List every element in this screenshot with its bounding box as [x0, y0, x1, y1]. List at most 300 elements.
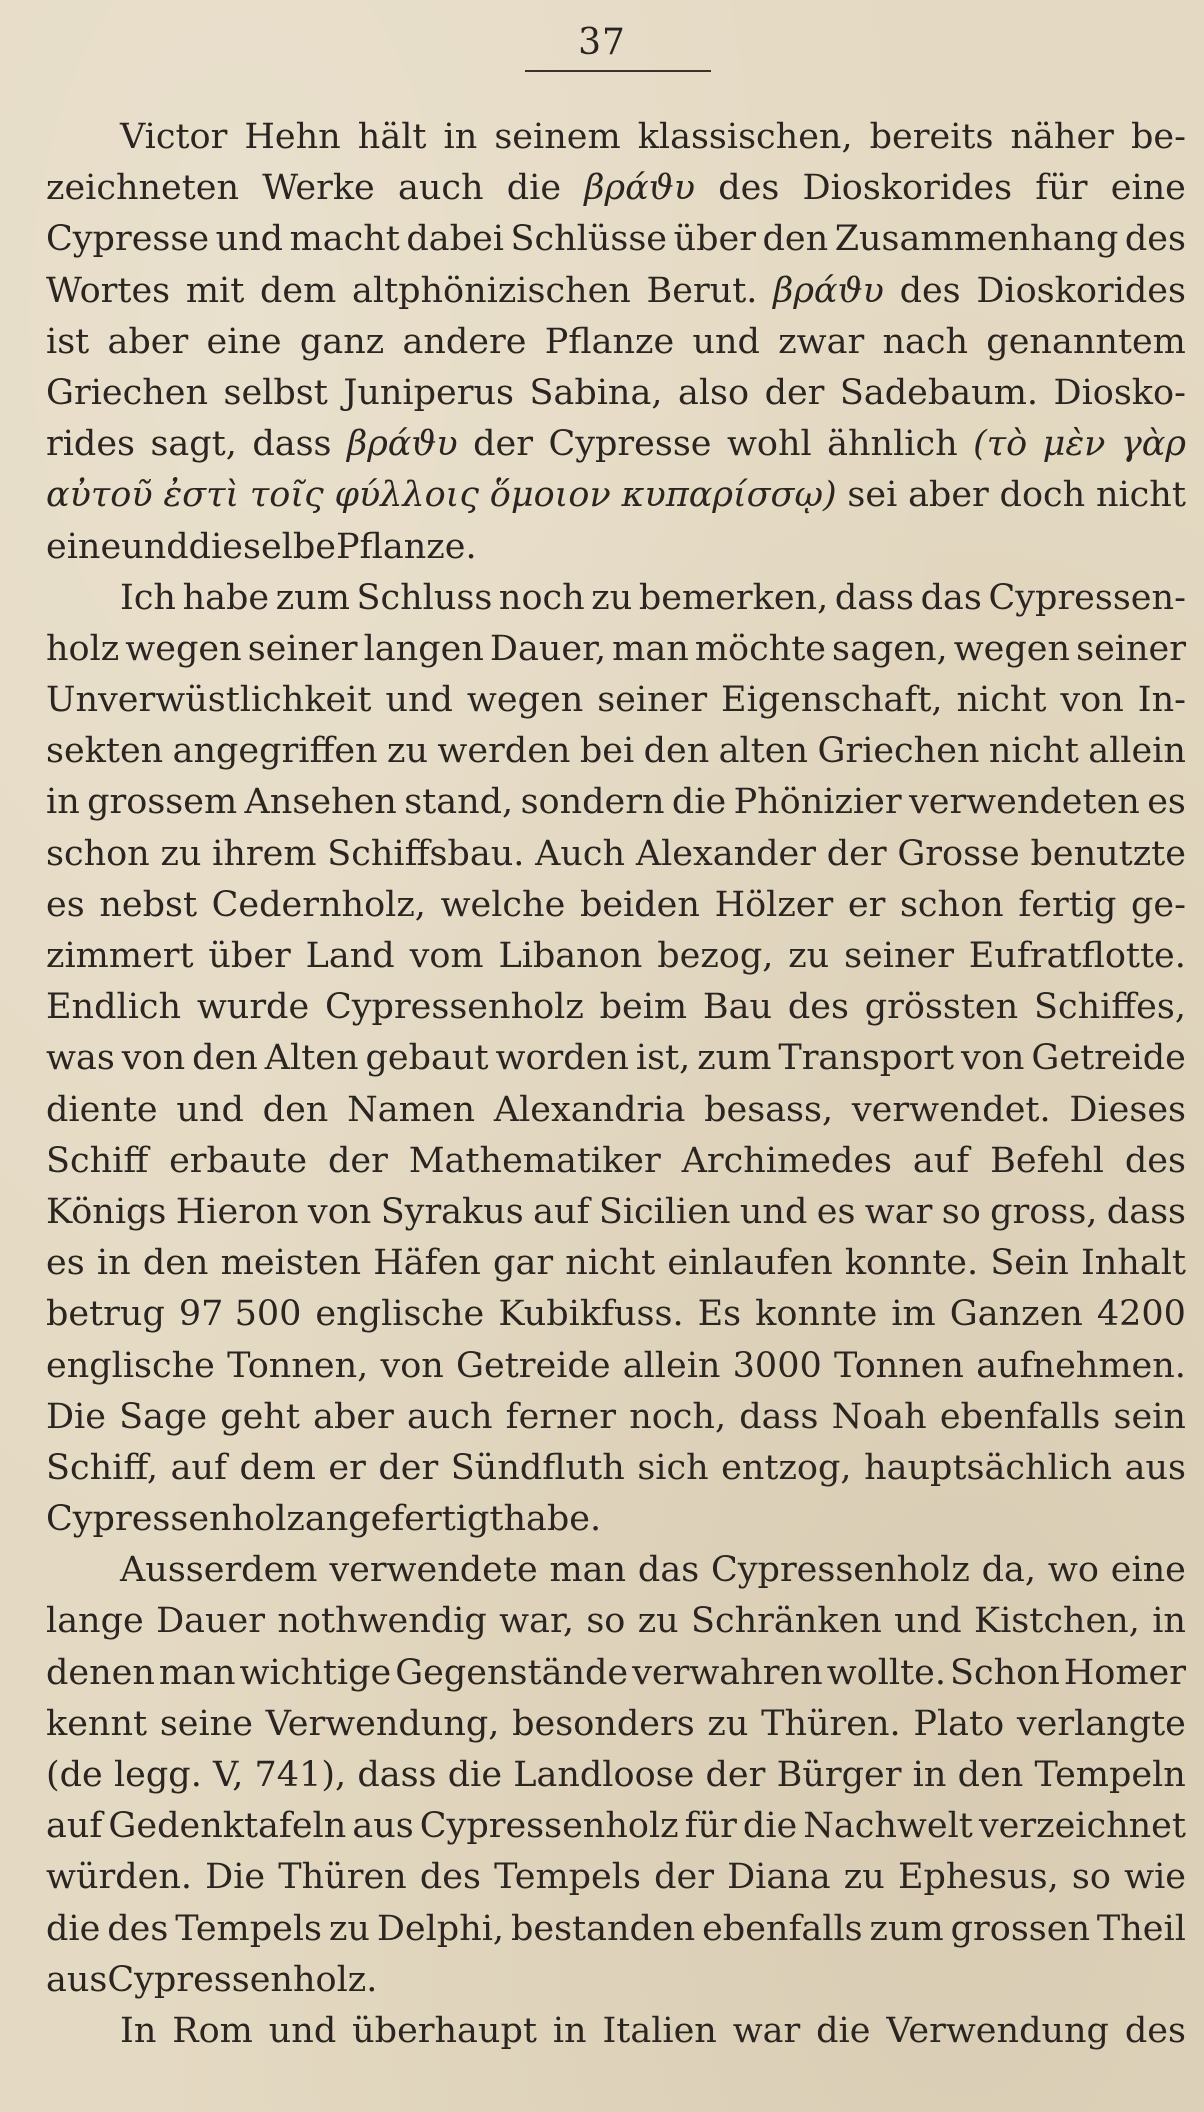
word: In: [120, 2010, 157, 2051]
word: Cypressenholz.: [107, 1959, 378, 2000]
word: Bau: [702, 987, 773, 1028]
text-line: [46, 163, 1186, 214]
word: ihrem: [212, 833, 317, 874]
word: auf: [170, 1447, 227, 1488]
word: zeichneten: [46, 168, 240, 209]
word: war,: [499, 1601, 574, 1642]
word: dieselbe: [188, 526, 336, 567]
text-line: [46, 1443, 1186, 1494]
word: benutzte: [1030, 833, 1186, 874]
text-line: [46, 266, 1186, 317]
word: in: [46, 782, 80, 823]
word: seiner: [1076, 628, 1186, 669]
word: nothwendig: [277, 1601, 487, 1642]
word: macht: [289, 219, 400, 260]
word: Dioskorides: [976, 270, 1186, 311]
word: ebenfalls: [939, 1396, 1101, 1437]
word: Landloose: [513, 1755, 695, 1795]
text-line: [46, 522, 1186, 573]
word: der: [378, 1447, 439, 1488]
word: dass: [252, 424, 332, 465]
word: Ephesus,: [897, 1857, 1059, 1898]
word: des: [718, 168, 780, 209]
word: werden: [437, 731, 571, 772]
word: 3000: [732, 1345, 822, 1386]
word: Cypresse: [548, 424, 712, 465]
word: sagen,: [832, 628, 948, 669]
text-line: [46, 368, 1186, 419]
word: war: [732, 2010, 801, 2051]
page-number: 37: [578, 22, 626, 63]
word: sein: [1113, 1396, 1186, 1437]
text-line: [46, 470, 1186, 521]
word: möchte: [694, 628, 826, 669]
word: aber: [107, 321, 189, 362]
word: Dieses: [1069, 1089, 1186, 1130]
word: zu: [843, 1857, 885, 1898]
word: Verwendung: [886, 2010, 1109, 2051]
word: zum: [275, 577, 350, 618]
word: Schiff: [46, 1140, 149, 1181]
word: und: [739, 1191, 808, 1232]
word: mit: [185, 270, 245, 311]
word: Diosko-: [1053, 372, 1186, 413]
word: in: [1152, 1601, 1186, 1642]
word: βράϑυ: [584, 168, 696, 209]
word: man: [549, 1550, 627, 1591]
word: Cypressen-: [988, 577, 1186, 618]
word: den: [957, 1755, 1024, 1795]
word: da,: [981, 1550, 1037, 1591]
word: Gegenstände: [395, 1652, 629, 1693]
word: Ansehen: [244, 782, 397, 823]
text-line: [46, 1494, 1186, 1545]
word: konnte.: [844, 1243, 979, 1284]
word: in: [96, 1243, 131, 1284]
word: Auch: [535, 833, 626, 874]
word: englische: [315, 1294, 485, 1335]
word: Tonnen: [833, 1345, 964, 1386]
word: Schiffes,: [1033, 987, 1186, 1028]
word: wegen: [125, 628, 242, 669]
word: zum: [869, 1908, 944, 1949]
word: Mathematiker: [408, 1140, 661, 1181]
word: altphönizischen: [351, 270, 631, 311]
word: doch: [999, 475, 1086, 516]
word: andere: [402, 321, 527, 362]
text-line: [46, 2006, 1186, 2057]
word: langen: [363, 628, 484, 669]
word: stand,: [404, 782, 514, 823]
word: Sabina,: [529, 372, 663, 413]
word: sei: [847, 475, 898, 516]
word: Schlüsse: [510, 219, 668, 260]
text-line: [46, 317, 1186, 368]
word: Grosse: [897, 833, 1020, 874]
word: und: [268, 2010, 337, 2051]
word: verlangte: [1016, 1703, 1186, 1744]
word: verwendeten: [908, 782, 1140, 823]
text-line: [46, 1238, 1186, 1289]
word: Theil: [1096, 1908, 1186, 1949]
text-line: [46, 112, 1186, 163]
word: Cypressenholz: [324, 987, 584, 1028]
word: Thüren: [278, 1857, 407, 1898]
word: Noah: [831, 1396, 927, 1437]
word: ähnlich: [827, 424, 958, 465]
word: der: [705, 1755, 766, 1795]
word: eine: [46, 526, 122, 567]
text-line: [46, 675, 1186, 726]
word: Homer: [1063, 1652, 1186, 1693]
word: den: [192, 1038, 258, 1079]
word: Sicilien: [598, 1191, 731, 1232]
word: wie: [1124, 1857, 1186, 1898]
word: (de: [46, 1755, 103, 1795]
word: dabei: [406, 219, 504, 260]
word: zwar: [778, 321, 865, 362]
word: zu: [160, 833, 202, 874]
word: Thüren.: [761, 1703, 901, 1744]
word: seiner: [247, 628, 358, 669]
word: dass: [1106, 1191, 1186, 1232]
word: Ich: [120, 577, 176, 618]
word: ist: [46, 321, 90, 362]
word: eine: [1110, 168, 1186, 209]
word: welche: [440, 884, 566, 925]
word: Verwendung,: [265, 1703, 500, 1744]
word: er: [847, 884, 886, 925]
word: Königs: [46, 1191, 167, 1232]
word: Griechen: [46, 372, 208, 413]
text-line: [46, 419, 1186, 470]
word: zu: [387, 731, 428, 772]
word: des: [1124, 2010, 1186, 2051]
word: Rom: [172, 2010, 253, 2051]
word: bezog,: [657, 936, 774, 976]
header-rule: [525, 70, 711, 72]
text-line: [46, 1801, 1186, 1852]
word: eine: [206, 321, 282, 362]
text-line: [46, 1392, 1186, 1443]
word: angegriffen: [172, 731, 378, 772]
word: auch: [406, 1396, 493, 1437]
word: V,: [213, 1755, 244, 1795]
word: Getreide: [456, 1345, 611, 1386]
word: Sage: [119, 1396, 208, 1437]
word: zu: [707, 1703, 749, 1744]
word: englische: [46, 1345, 215, 1386]
word: Plato: [913, 1703, 1005, 1744]
word: Land: [305, 936, 395, 976]
word: auf: [533, 1191, 590, 1232]
text-line: [46, 1904, 1186, 1955]
word: Tempels: [175, 1908, 323, 1949]
word: Delphi,: [376, 1908, 505, 1949]
word: des: [1124, 1140, 1186, 1181]
word: Alexander: [635, 833, 816, 874]
word: Archimedes: [681, 1140, 892, 1181]
word: des: [419, 1857, 481, 1898]
word: selbst: [223, 372, 328, 413]
word: wollte.: [826, 1652, 947, 1693]
word: 97 500: [178, 1294, 302, 1335]
word: war: [864, 1191, 933, 1232]
word: Wortes: [46, 270, 171, 311]
word: wichtige: [239, 1652, 392, 1693]
word: Sadebaum.: [839, 372, 1039, 413]
word: seiner: [844, 936, 954, 976]
word: seinem: [494, 117, 621, 157]
word: Dauer: [156, 1601, 265, 1642]
word: von: [961, 1038, 1025, 1079]
text-line: [46, 1289, 1186, 1340]
word: kennt: [46, 1703, 148, 1744]
word: aus: [1124, 1447, 1186, 1488]
word: wohl: [726, 424, 812, 465]
word: den: [643, 731, 710, 772]
word: überhaupt: [352, 2010, 537, 2051]
word: auf: [46, 1806, 103, 1847]
word: verwendet.: [851, 1089, 1051, 1130]
word: In-: [1137, 680, 1186, 721]
word: aber: [908, 475, 989, 516]
word: Die: [46, 1396, 106, 1437]
word: man: [612, 628, 689, 669]
word: Cypressenholz: [46, 1499, 305, 1540]
word: βράϑυ: [346, 424, 458, 465]
word: schon: [46, 833, 150, 874]
text-line: [46, 829, 1186, 880]
word: in: [912, 1755, 947, 1795]
word: zum: [697, 1038, 772, 1079]
word: sondern: [520, 782, 665, 823]
word: Schiff,: [46, 1447, 159, 1488]
word: Syrakus: [380, 1191, 524, 1232]
word: dass: [739, 1396, 819, 1437]
word: angefertigt: [304, 1499, 504, 1540]
word: Die: [205, 1857, 266, 1898]
word: alten: [718, 731, 809, 772]
word: beiden: [579, 884, 700, 925]
word: bestanden: [510, 1908, 696, 1949]
word: holz: [46, 628, 120, 669]
word: über: [208, 936, 291, 976]
word: seine: [159, 1703, 253, 1744]
text-line: [46, 1085, 1186, 1136]
word: erbaute: [169, 1140, 308, 1181]
word: Italien: [602, 2010, 717, 2051]
word: aus: [46, 1959, 108, 2000]
word: nebst: [99, 884, 198, 925]
word: Phönizier: [733, 782, 902, 823]
word: Pflanze: [544, 321, 675, 362]
word: so: [586, 1601, 626, 1642]
word: über: [673, 219, 756, 260]
word: gebaut: [365, 1038, 489, 1079]
word: zimmert: [46, 936, 194, 976]
word: konnte: [755, 1294, 878, 1335]
word: grossem: [87, 782, 238, 823]
word: Eufratflotte.: [968, 936, 1186, 976]
word: für: [1035, 168, 1088, 209]
word: φύλλοις: [334, 475, 479, 516]
word: τοῖς: [249, 475, 324, 516]
word: aus: [352, 1806, 414, 1847]
word: entzog,: [721, 1447, 852, 1488]
word: sich: [637, 1447, 709, 1488]
word: Diana: [727, 1857, 831, 1898]
word: also: [677, 372, 750, 413]
word: Häfen: [373, 1243, 481, 1284]
word: des: [107, 1908, 169, 1949]
word: ebenfalls: [702, 1908, 863, 1949]
word: βράϑυ: [773, 270, 884, 311]
word: den: [262, 1089, 329, 1130]
word: und: [894, 1601, 962, 1642]
word: klassischen,: [637, 117, 853, 157]
word: den: [142, 1243, 209, 1284]
word: Kistchen,: [973, 1601, 1140, 1642]
word: Tonnen,: [227, 1345, 369, 1386]
word: genanntem: [986, 321, 1186, 362]
word: besonders: [512, 1703, 695, 1744]
word: wo: [1047, 1550, 1099, 1591]
word: meisten: [220, 1243, 362, 1284]
word: hält: [357, 117, 427, 157]
word: so: [941, 1191, 981, 1232]
word: Dauer,: [489, 628, 607, 669]
word: den: [762, 219, 829, 260]
text-line: [46, 1852, 1186, 1903]
word: Transport: [778, 1038, 955, 1079]
word: gross,: [990, 1191, 1098, 1232]
word: zu: [788, 936, 830, 976]
word: Dioskorides: [802, 168, 1013, 209]
word: diente: [46, 1089, 158, 1130]
word: zu: [591, 577, 633, 618]
word: bemerken,: [638, 577, 829, 618]
word: seiner: [597, 680, 708, 721]
word: hauptsächlich: [864, 1447, 1113, 1488]
word: worden: [495, 1038, 629, 1079]
text-line: [46, 573, 1186, 624]
word: und: [385, 680, 453, 721]
word: nicht: [956, 680, 1047, 721]
word: Zusammenhang: [834, 219, 1119, 260]
word: ist,: [635, 1038, 691, 1079]
word: Sündfluth: [450, 1447, 625, 1488]
word: aufnehmen.: [976, 1345, 1186, 1386]
word: κυπαρίσσῳ): [621, 475, 837, 516]
word: die: [506, 168, 562, 209]
word: Hehn: [244, 117, 341, 157]
word: beim: [599, 987, 688, 1028]
word: auch: [397, 168, 484, 209]
word: der: [473, 424, 534, 465]
word: es: [1147, 782, 1186, 823]
word: er: [328, 1447, 366, 1488]
word: dem: [239, 1447, 316, 1488]
word: der: [826, 833, 887, 874]
word: Alexandria: [493, 1089, 686, 1130]
word: Getreide: [1031, 1038, 1186, 1079]
word: für: [684, 1806, 737, 1847]
word: sagt,: [150, 424, 237, 465]
word: Juniperus: [343, 372, 514, 413]
word: von: [307, 1191, 372, 1232]
word: man: [158, 1652, 236, 1693]
word: Tempels: [494, 1857, 641, 1898]
word: was: [46, 1038, 115, 1079]
word: Werke: [262, 168, 375, 209]
word: Sein: [990, 1243, 1069, 1284]
word: Schiffsbau.: [327, 833, 525, 874]
text-line: [46, 1033, 1186, 1084]
word: 4200: [1096, 1294, 1186, 1335]
word: so: [1071, 1857, 1111, 1898]
word: der: [328, 1140, 388, 1181]
word: von: [1060, 680, 1124, 721]
word: allein: [622, 1345, 721, 1386]
word: wegen: [953, 628, 1071, 669]
word: ferner: [505, 1396, 617, 1437]
word: Berut.: [646, 270, 758, 311]
text-line: [46, 726, 1186, 777]
word: in: [443, 117, 478, 157]
word: μὲν: [1042, 424, 1106, 465]
word: und: [176, 1089, 244, 1130]
word: fertig: [1018, 884, 1117, 925]
word: die: [816, 2010, 871, 2051]
word: Inhalt: [1080, 1243, 1186, 1284]
word: und: [692, 321, 760, 362]
word: schon: [899, 884, 1004, 925]
word: nicht: [988, 731, 1079, 772]
word: würden.: [46, 1857, 193, 1898]
word: betrug: [46, 1294, 165, 1335]
text-line: [46, 1187, 1186, 1238]
word: Endlich: [46, 987, 182, 1028]
word: noch: [498, 577, 585, 618]
word: die: [671, 782, 727, 823]
text-line: [46, 931, 1186, 982]
word: des: [899, 270, 961, 311]
body-text: [46, 112, 1186, 2057]
word: die: [742, 1806, 798, 1847]
word: dem: [259, 270, 337, 311]
word: legg.: [113, 1755, 202, 1795]
word: es: [46, 1243, 85, 1284]
word: Gedenktafeln: [108, 1806, 347, 1847]
word: sekten: [46, 731, 164, 772]
word: auf: [912, 1140, 970, 1181]
word: von: [121, 1038, 186, 1079]
word: ganz: [299, 321, 385, 362]
word: be-: [1130, 117, 1186, 157]
word: von: [380, 1345, 444, 1386]
word: Unverwüstlichkeit: [46, 680, 372, 721]
word: im: [891, 1294, 936, 1335]
word: bei: [579, 731, 635, 772]
word: habe: [182, 577, 270, 618]
word: denen: [46, 1652, 155, 1693]
word: und: [215, 219, 284, 260]
text-line: [46, 1648, 1186, 1699]
word: verwahren: [632, 1652, 823, 1693]
word: die: [46, 1908, 101, 1949]
text-line: [46, 624, 1186, 675]
